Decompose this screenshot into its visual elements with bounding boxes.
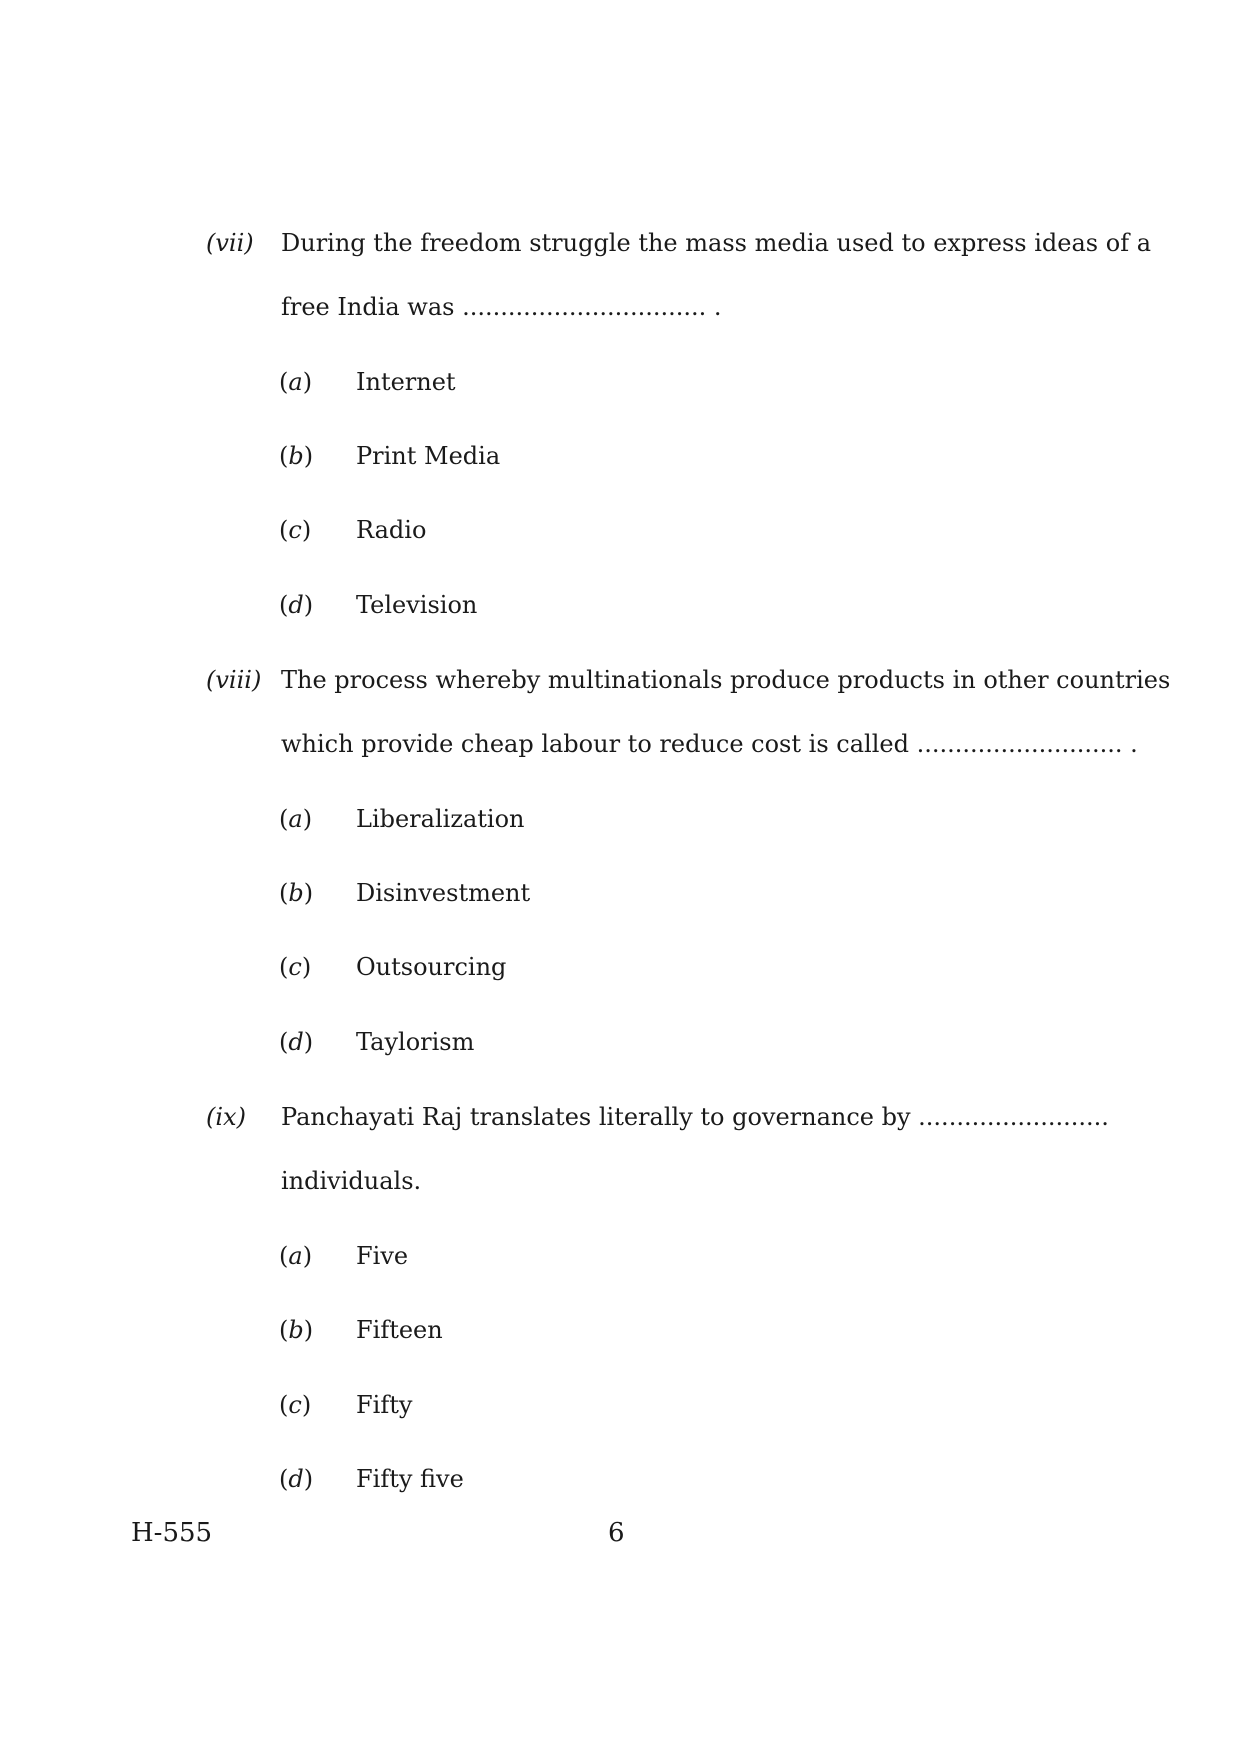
question-number: (viii): [206, 666, 262, 694]
question-text-line-1: During the freedom struggle the mass media used to express ideas of a: [281, 229, 1152, 257]
option-label: (c): [279, 516, 312, 544]
option-text: Fifty five: [356, 1465, 464, 1493]
question-text-line-2: which provide cheap labour to reduce cost is called ........................... .: [281, 730, 1138, 758]
option-label: (b): [279, 442, 314, 470]
option-label: (b): [279, 879, 314, 907]
option-text: Fifteen: [356, 1316, 443, 1344]
option-text: Outsourcing: [356, 953, 507, 981]
option-text: Five: [356, 1242, 409, 1270]
option-text: Internet: [356, 368, 456, 396]
option-text: Radio: [356, 516, 427, 544]
option-label: (a): [279, 1242, 313, 1270]
option-label: (d): [279, 1028, 314, 1056]
question-number: (vii): [206, 229, 254, 257]
option-label: (d): [279, 591, 314, 619]
option-label: (c): [279, 953, 312, 981]
option-text: Liberalization: [356, 805, 525, 833]
option-label: (a): [279, 805, 313, 833]
option-label: (c): [279, 1391, 312, 1419]
option-label: (d): [279, 1465, 314, 1493]
question-text-line-1: The process whereby multinationals produce products in other countries: [281, 666, 1171, 694]
question-text-line-2: free India was ................................ .: [281, 293, 722, 321]
question-text-line-1: Panchayati Raj translates literally to governance by .........................: [281, 1103, 1109, 1131]
option-text: Fifty: [356, 1391, 413, 1419]
option-text: Print Media: [356, 442, 501, 470]
question-number: (ix): [206, 1103, 246, 1131]
question-text-line-2: individuals.: [281, 1167, 422, 1195]
option-label: (a): [279, 368, 313, 396]
option-text: Taylorism: [356, 1028, 475, 1056]
option-text: Television: [356, 591, 478, 619]
page-number: 6: [608, 1518, 625, 1548]
option-label: (b): [279, 1316, 314, 1344]
option-text: Disinvestment: [356, 879, 531, 907]
paper-code: H-555: [131, 1518, 213, 1548]
